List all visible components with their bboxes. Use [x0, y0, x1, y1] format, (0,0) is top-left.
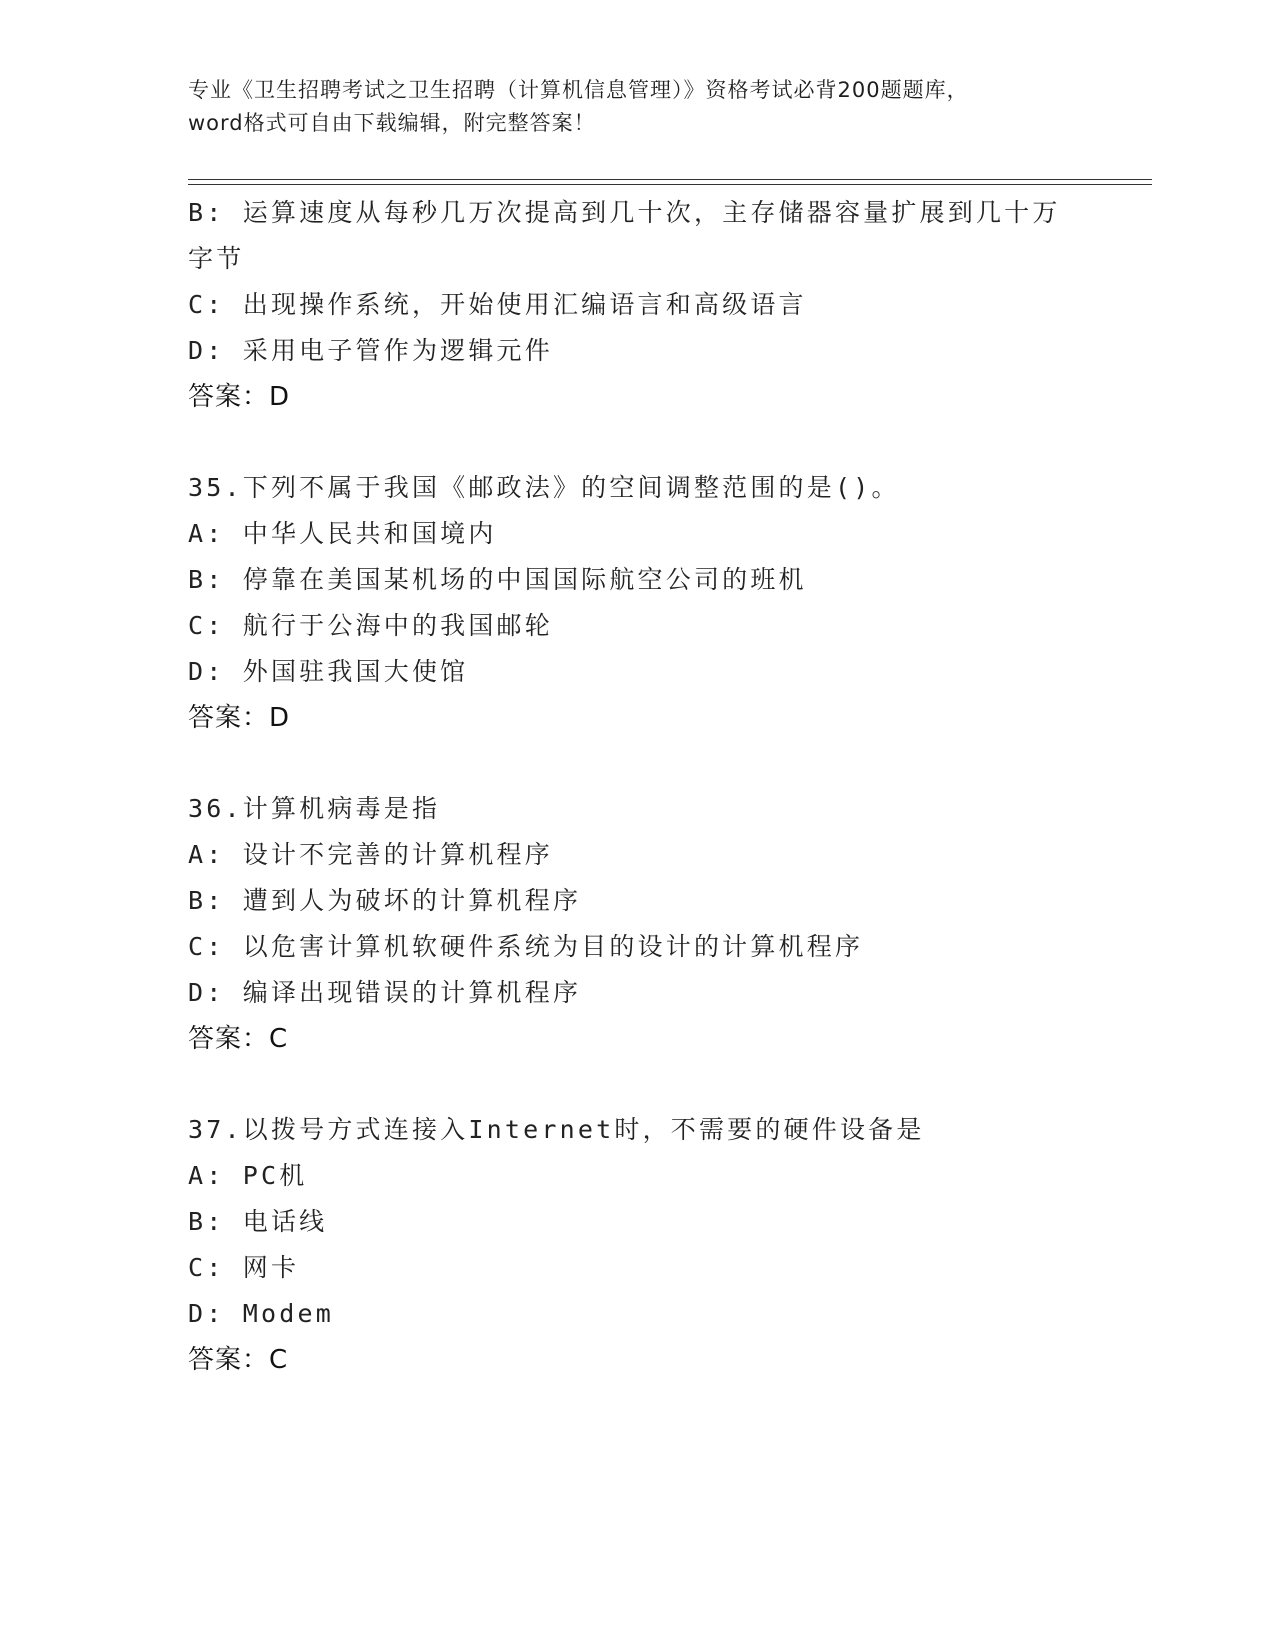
- option-b: B: 停靠在美国某机场的中国国际航空公司的班机: [188, 565, 807, 594]
- option-b-continued: 字节: [188, 244, 245, 273]
- option-c: C: 出现操作系统，开始使用汇编语言和高级语言: [188, 290, 807, 319]
- block-spacer: [188, 1062, 1088, 1107]
- header-divider-bottom: [188, 184, 1152, 185]
- question-block-37: [188, 1107, 1088, 1383]
- option-d: D: 外国驻我国大使馆: [188, 657, 469, 686]
- option-c: C: 网卡: [188, 1253, 300, 1282]
- question-block-35: [188, 465, 1088, 741]
- option-b: B: 运算速度从每秒几万次提高到几十次，主存储器容量扩展到几十万: [188, 198, 1061, 227]
- document-header: [188, 74, 1088, 140]
- option-a: A: 设计不完善的计算机程序: [188, 840, 553, 869]
- question-block-34: [188, 190, 1088, 420]
- answer-label: 答案：C: [188, 1024, 289, 1054]
- option-d: D: 编译出现错误的计算机程序: [188, 978, 582, 1007]
- option-d: D: Modem: [188, 1299, 335, 1328]
- question-text: 35.下列不属于我国《邮政法》的空间调整范围的是()。: [188, 473, 900, 502]
- option-b: B: 遭到人为破坏的计算机程序: [188, 886, 582, 915]
- header-divider-top: [188, 179, 1152, 180]
- option-a: A: PC机: [188, 1161, 308, 1190]
- option-a: A: 中华人民共和国境内: [188, 519, 497, 548]
- question-text: 36.计算机病毒是指: [188, 794, 441, 823]
- answer-label: 答案：D: [188, 382, 291, 412]
- option-d: D: 采用电子管作为逻辑元件: [188, 336, 553, 365]
- question-text: 37.以拨号方式连接入Internet时，不需要的硬件设备是: [188, 1115, 925, 1144]
- answer-label: 答案：C: [188, 1345, 289, 1375]
- option-c: C: 航行于公海中的我国邮轮: [188, 611, 553, 640]
- question-block-36: [188, 786, 1088, 1062]
- option-c: C: 以危害计算机软硬件系统为目的设计的计算机程序: [188, 932, 864, 961]
- option-b: B: 电话线: [188, 1207, 328, 1236]
- answer-label: 答案：D: [188, 703, 291, 733]
- header-line-2: word格式可自由下载编辑，附完整答案！: [188, 111, 596, 135]
- block-spacer: [188, 741, 1088, 786]
- question-list: [188, 190, 1088, 1383]
- block-spacer: [188, 420, 1088, 465]
- header-line-1: 专业《卫生招聘考试之卫生招聘（计算机信息管理）》资格考试必背200题题库，: [188, 78, 969, 102]
